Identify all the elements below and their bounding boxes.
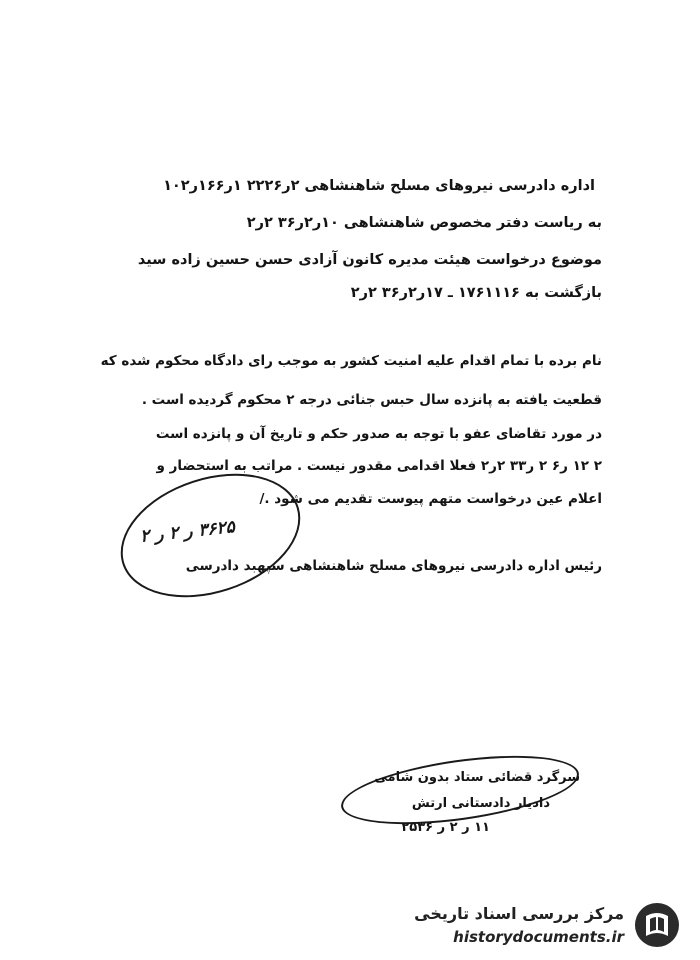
signature-line-2: دادیار دادستانی ارتش <box>411 796 550 811</box>
stamp-number: ۳۶۲۵ ر ۲ ر ۲ <box>139 517 236 547</box>
body-line-3: در مورد تقاضای عفو با توجه به صدور حکم و تاریخ آن و پانزده است <box>155 426 602 442</box>
header-line-2: به ریاست دفتر مخصوص شاهنشاهی ۱۰ر۲ر۳۶ ۲ر۲ <box>246 215 602 231</box>
watermark <box>414 900 690 956</box>
archive-logo-icon <box>632 900 682 950</box>
signature-date: ۱۱ ر ۲ ر ۲۵۳۶ <box>401 820 490 835</box>
reference-line: بازگشت به ۱۷۶۱۱۱۶ ـ ۱۷ر۲ر۳۶ ۲ر۲ <box>350 285 602 301</box>
body-line-2: قطعیت یافته به پانزده سال حبس جنائی درجه ۲ محکوم گردیده است . <box>141 392 602 408</box>
subject-line: موضوع درخواست هیئت مدیره کانون آزادی حسن حسین زاده سید <box>137 252 602 268</box>
header-line-1: اداره دادرسی نیروهای مسلح شاهنشاهی ۲ر۲۲۲۶ ۱ر۱۶۶ر۱۰۲ <box>163 178 595 194</box>
closing-line: رئیس اداره دادرسی نیروهای مسلح شاهنشاهی سپهبد دادرسی <box>185 558 602 574</box>
body-line-5: اعلام عین درخواست متهم پیوست تقدیم می شود ./ <box>259 491 602 507</box>
signature-line-1: سرگرد قضائی ستاد بدون شامی <box>374 770 580 785</box>
body-line-4: ۲ ۱۲ ر۶ ۲ ر۳۳ ۲ر۲ فعلا اقدامی مقدور نیست . مراتب به استحضار و <box>156 458 602 474</box>
body-line-1: نام برده با تمام اقدام علیه امنیت کشور به موجب رای دادگاه محکوم شده که <box>100 353 602 369</box>
watermark-url[interactable]: historydocuments.ir <box>453 928 624 946</box>
watermark-title: مرکز بررسی اسناد تاریخی <box>414 904 624 923</box>
